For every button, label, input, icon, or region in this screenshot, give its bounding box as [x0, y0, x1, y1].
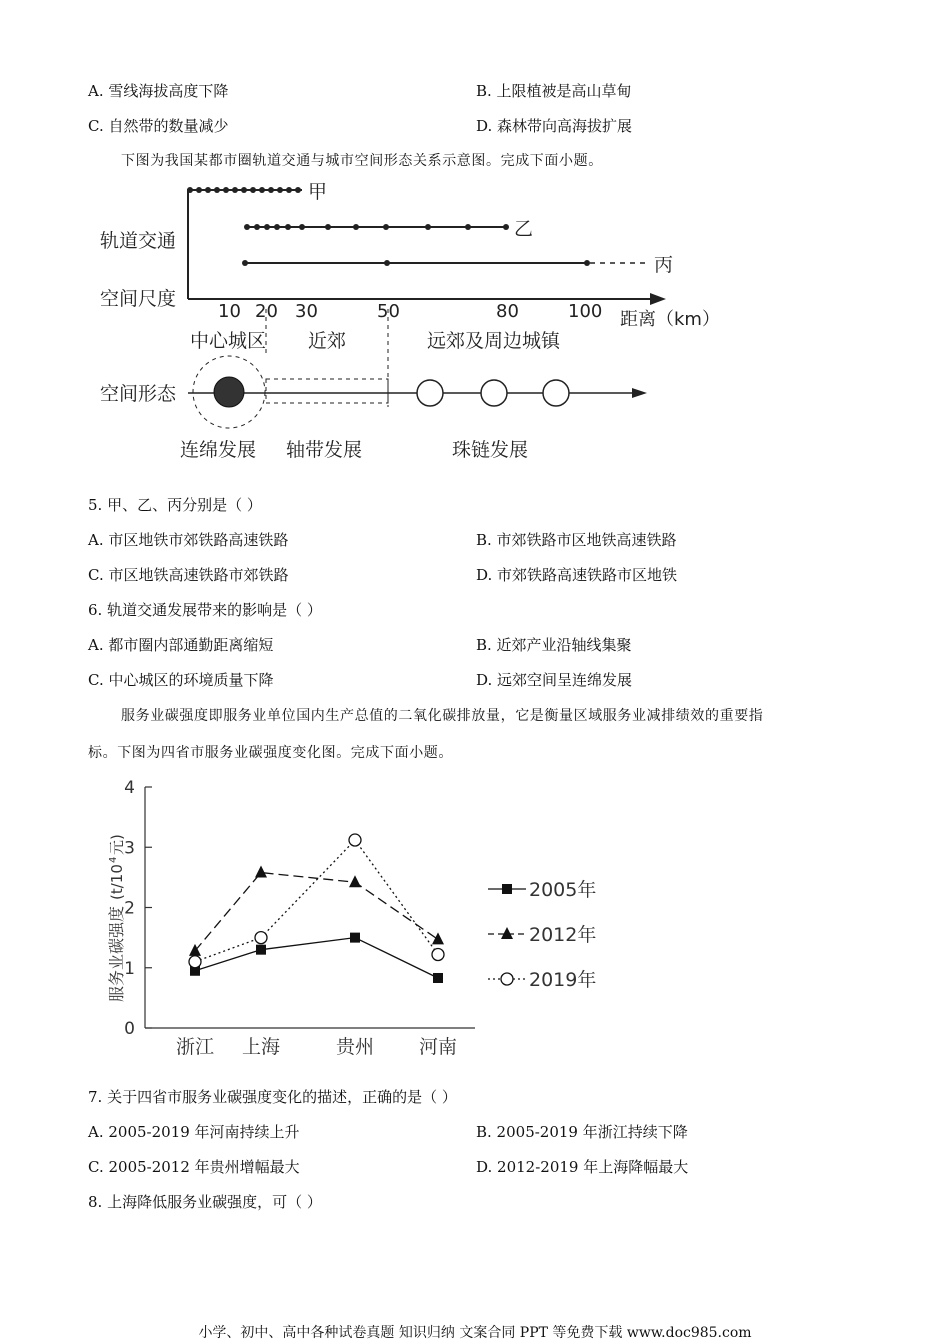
q6-option-a: A. 都市圈内部通勤距离缩短: [88, 636, 274, 654]
legend-label: 2005年: [529, 879, 597, 901]
dev-contiguous: 连绵发展: [180, 439, 257, 461]
carbon-intensity-chart: [90, 772, 630, 1072]
legend-label: 2012年: [529, 924, 597, 946]
q7-option-c: C. 2005-2012 年贵州增幅最大: [88, 1158, 300, 1176]
data-point: [189, 956, 201, 968]
tick-80: 80: [496, 301, 519, 322]
distance-axis-label: 距离（km）: [620, 309, 720, 330]
footer-watermark: 小学、初中、高中各种试卷真题 知识归纳 文案合同 PPT 等免费下载 www.doc985.com: [198, 1325, 752, 1341]
q7-option-a: A. 2005-2019 年河南持续上升: [88, 1123, 300, 1141]
y-tick-label: 3: [124, 838, 135, 859]
q4-option-b: B. 上限植被是高山草甸: [476, 82, 632, 100]
row-label-rail: 轨道交通: [100, 230, 177, 252]
data-point: [349, 875, 361, 887]
central-city: [214, 377, 244, 407]
tick-10: 10: [218, 301, 241, 322]
y-axis-unit-exp: 4: [108, 856, 119, 863]
q4-option-a: A. 雪线海拔高度下降: [88, 82, 229, 100]
legend-marker: [501, 973, 513, 985]
tick-100: 100: [568, 301, 603, 322]
q7-option-d: D. 2012-2019 年上海降幅最大: [476, 1158, 689, 1176]
q8-stem: 8. 上海降低服务业碳强度，可（ ）: [88, 1193, 322, 1211]
legend-label: 2019年: [529, 969, 597, 991]
y-axis-unit-end: 元): [108, 834, 126, 855]
row-label-scale: 空间尺度: [100, 288, 177, 310]
satellite-town-3: [543, 380, 569, 406]
tick-50: 50: [377, 301, 400, 322]
y-tick-label: 1: [124, 958, 135, 979]
y-tick-label: 0: [124, 1019, 135, 1039]
data-point: [255, 932, 267, 944]
zone-far: 远郊及周边城镇: [427, 330, 561, 352]
satellite-town-2: [481, 380, 507, 406]
satellite-town-1: [417, 380, 443, 406]
zone-near: 近郊: [308, 330, 347, 352]
data-point: [432, 948, 444, 960]
tick-30: 30: [295, 301, 318, 322]
q7-option-b: B. 2005-2019 年浙江持续下降: [476, 1123, 688, 1141]
y-axis-unit: (t/10: [108, 864, 126, 900]
y-axis-label: 服务业碳强度: [107, 905, 126, 1002]
line-jia-label: 甲: [308, 181, 328, 203]
dev-axis: 轴带发展: [286, 439, 363, 461]
rail-transit-diagram: [90, 175, 810, 465]
q4-option-d: D. 森林带向高海拔扩展: [476, 117, 633, 135]
series-line-1: [195, 873, 438, 951]
x-category-label: 河南: [418, 1036, 458, 1058]
q6-option-d: D. 远郊空间呈连绵发展: [476, 671, 633, 689]
q5-stem: 5. 甲、乙、丙分别是（ ）: [88, 496, 262, 514]
series-line-0: [195, 938, 438, 978]
line-yi-label: 乙: [514, 218, 534, 240]
data-point: [256, 945, 266, 955]
q7-stem: 7. 关于四省市服务业碳强度变化的描述，正确的是（ ）: [88, 1088, 457, 1106]
data-point: [433, 973, 443, 983]
q5-option-b: B. 市郊铁路市区地铁高速铁路: [476, 531, 677, 549]
legend-marker: [501, 927, 513, 939]
y-tick-label: 2: [124, 898, 135, 919]
dev-chain: 珠链发展: [452, 439, 529, 461]
data-point: [255, 866, 267, 878]
q5-option-a: A. 市区地铁市郊铁路高速铁路: [88, 531, 289, 549]
intro-carbon-line2: 标。下图为四省市服务业碳强度变化图。完成下面小题。: [88, 745, 453, 761]
q5-option-d: D. 市郊铁路高速铁路市区地铁: [476, 566, 678, 584]
q5-option-c: C. 市区地铁高速铁路市郊铁路: [88, 566, 289, 584]
line-bing-label: 丙: [654, 254, 674, 276]
data-point: [350, 933, 360, 943]
data-point: [349, 834, 361, 846]
x-category-label: 贵州: [335, 1036, 375, 1058]
legend-marker: [502, 884, 512, 894]
intro-rail-diagram: 下图为我国某都市圈轨道交通与城市空间形态关系示意图。完成下面小题。: [121, 153, 603, 169]
series-line-2: [195, 840, 438, 962]
q6-stem: 6. 轨道交通发展带来的影响是（ ）: [88, 601, 322, 619]
q6-option-c: C. 中心城区的环境质量下降: [88, 671, 274, 689]
zone-center: 中心城区: [190, 330, 267, 352]
q6-option-b: B. 近郊产业沿轴线集聚: [476, 636, 632, 654]
y-tick-label: 4: [124, 778, 135, 798]
data-point: [432, 932, 444, 944]
intro-carbon-line1: 服务业碳强度即服务业单位国内生产总值的二氧化碳排放量，它是衡量区域服务业减排绩效的重要指: [121, 708, 764, 724]
x-category-label: 浙江: [175, 1036, 215, 1058]
q4-option-c: C. 自然带的数量减少: [88, 117, 229, 135]
x-category-label: 上海: [241, 1036, 281, 1058]
tick-20: 20: [255, 301, 278, 322]
row-label-form: 空间形态: [100, 383, 177, 405]
